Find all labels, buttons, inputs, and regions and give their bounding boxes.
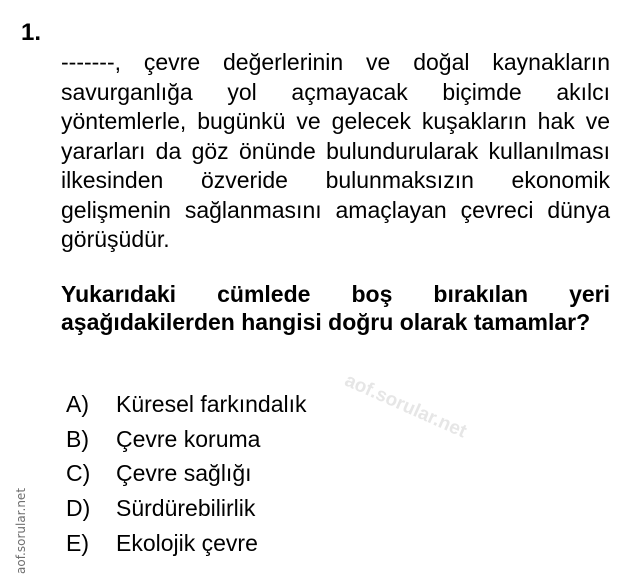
option-c[interactable] (66, 457, 306, 492)
option-text: Çevre koruma (116, 425, 261, 452)
option-text: Çevre sağlığı (116, 460, 252, 487)
answer-options (66, 387, 306, 561)
option-text: Küresel farkındalık (116, 390, 307, 417)
question-prompt: Yukarıdaki cümlede boş bırakılan yeri aşağıdakilerden hangisi doğru olarak tamamlar? (61, 281, 610, 335)
question-number: 1. (21, 19, 42, 46)
option-letter: B) (66, 425, 89, 452)
option-b[interactable] (66, 422, 306, 457)
question-stem: -------, çevre değerlerinin ve doğal kaynakların savurganlığa yol açmayacak biçimde akılcı yöntemlerle, bugünkü ve gelecek kuşakların hak ve yararları da göz önünde bulundurularak kullanılması ilkesinden özveride bulunmaksızın ekonomik gelişmenin sağlanmasını amaçlayan çevreci dünya görüşüdür. (61, 49, 610, 252)
option-d[interactable] (66, 491, 306, 526)
option-letter: D) (66, 495, 91, 522)
option-a[interactable] (66, 387, 306, 422)
option-letter: E) (66, 530, 89, 557)
option-letter: A) (66, 390, 89, 417)
option-e[interactable] (66, 526, 306, 561)
watermark-side: aof.sorular.net (14, 487, 28, 574)
option-letter: C) (66, 460, 91, 487)
option-text: Sürdürebilirlik (116, 495, 256, 522)
watermark-center: aof.sorular.net (341, 370, 470, 443)
option-text: Ekolojik çevre (116, 530, 258, 557)
